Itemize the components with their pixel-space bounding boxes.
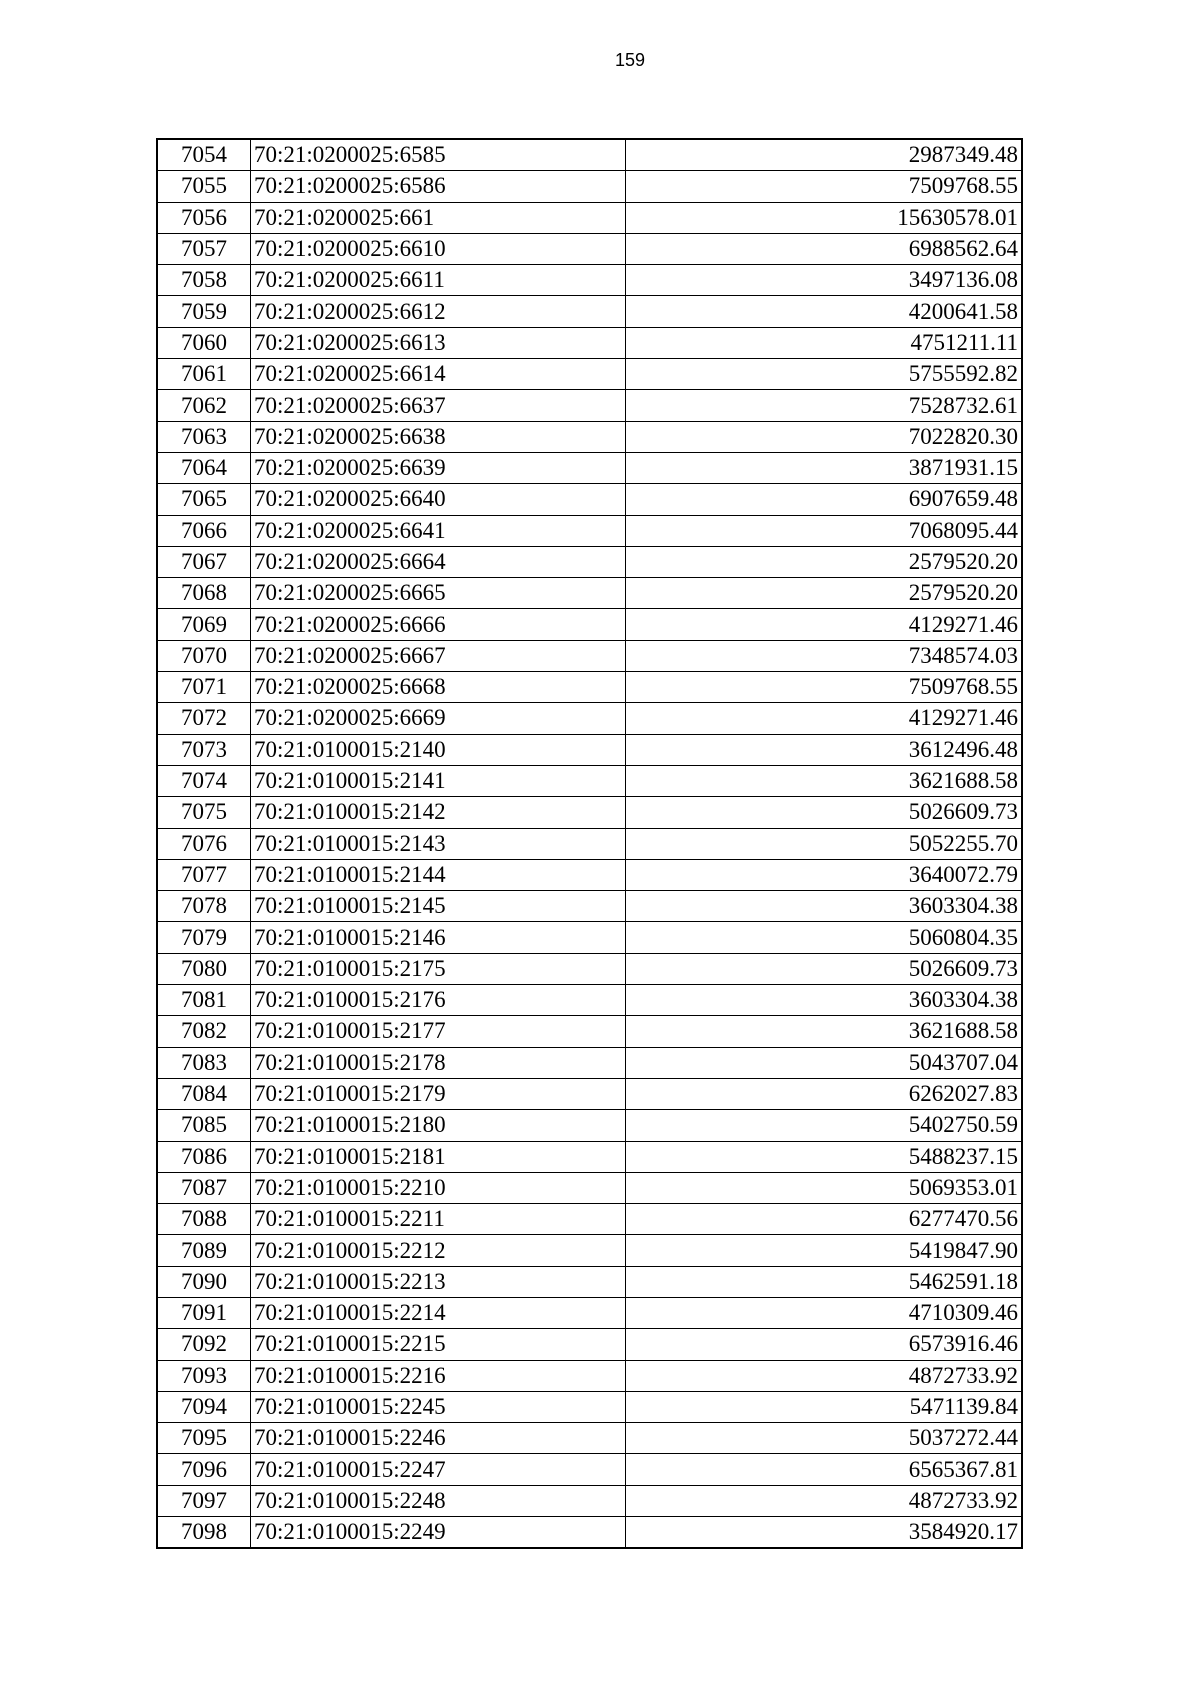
table-row [157,797,1022,828]
row-number-cell: 7055 [157,171,251,202]
row-number-cell: 7061 [157,359,251,390]
value-cell: 6988562.64 [626,233,1023,264]
value-cell: 4129271.46 [626,703,1023,734]
row-number-cell: 7076 [157,828,251,859]
table-row [157,1485,1022,1516]
table-row [157,953,1022,984]
table-body [157,139,1022,1548]
row-number-cell: 7083 [157,1047,251,1078]
value-cell: 5419847.90 [626,1235,1023,1266]
value-cell: 2579520.20 [626,546,1023,577]
row-number-cell: 7064 [157,452,251,483]
table-row [157,265,1022,296]
value-cell: 3612496.48 [626,734,1023,765]
cadastral-number-cell: 70:21:0200025:6665 [251,578,626,609]
value-cell: 5026609.73 [626,953,1023,984]
row-number-cell: 7067 [157,546,251,577]
cadastral-number-cell: 70:21:0200025:661 [251,202,626,233]
value-cell: 7509768.55 [626,672,1023,703]
table-row [157,1423,1022,1454]
table-row [157,484,1022,515]
value-cell: 5471139.84 [626,1391,1023,1422]
value-cell: 4200641.58 [626,296,1023,327]
table-row [157,452,1022,483]
cadastral-number-cell: 70:21:0100015:2141 [251,765,626,796]
table-row [157,922,1022,953]
value-cell: 3621688.58 [626,765,1023,796]
row-number-cell: 7095 [157,1423,251,1454]
cadastral-number-cell: 70:21:0200025:6612 [251,296,626,327]
cadastral-number-cell: 70:21:0200025:6638 [251,421,626,452]
value-cell: 3621688.58 [626,1016,1023,1047]
row-number-cell: 7056 [157,202,251,233]
table-row [157,703,1022,734]
cadastral-number-cell: 70:21:0100015:2179 [251,1078,626,1109]
table-row [157,1329,1022,1360]
row-number-cell: 7097 [157,1485,251,1516]
cadastral-number-cell: 70:21:0100015:2245 [251,1391,626,1422]
value-cell: 5037272.44 [626,1423,1023,1454]
row-number-cell: 7082 [157,1016,251,1047]
cadastral-number-cell: 70:21:0200025:6614 [251,359,626,390]
table-row [157,828,1022,859]
cadastral-number-cell: 70:21:0100015:2175 [251,953,626,984]
cadastral-number-cell: 70:21:0100015:2144 [251,859,626,890]
table-row [157,734,1022,765]
row-number-cell: 7057 [157,233,251,264]
row-number-cell: 7054 [157,139,251,171]
value-cell: 7068095.44 [626,515,1023,546]
cadastral-number-cell: 70:21:0200025:6667 [251,640,626,671]
row-number-cell: 7086 [157,1141,251,1172]
value-cell: 2579520.20 [626,578,1023,609]
value-cell: 5402750.59 [626,1110,1023,1141]
value-cell: 3640072.79 [626,859,1023,890]
row-number-cell: 7098 [157,1517,251,1549]
cadastral-number-cell: 70:21:0200025:6586 [251,171,626,202]
value-cell: 4129271.46 [626,609,1023,640]
table-row [157,1110,1022,1141]
row-number-cell: 7069 [157,609,251,640]
value-cell: 6565367.81 [626,1454,1023,1485]
table-row [157,1047,1022,1078]
value-cell: 3584920.17 [626,1517,1023,1549]
cadastral-number-cell: 70:21:0100015:2211 [251,1204,626,1235]
cadastral-number-cell: 70:21:0100015:2210 [251,1172,626,1203]
row-number-cell: 7078 [157,891,251,922]
value-cell: 2987349.48 [626,139,1023,171]
row-number-cell: 7094 [157,1391,251,1422]
value-cell: 7528732.61 [626,390,1023,421]
cadastral-number-cell: 70:21:0100015:2249 [251,1517,626,1549]
table-row [157,1297,1022,1328]
table-row [157,1141,1022,1172]
cadastral-number-cell: 70:21:0200025:6639 [251,452,626,483]
row-number-cell: 7058 [157,265,251,296]
row-number-cell: 7070 [157,640,251,671]
row-number-cell: 7065 [157,484,251,515]
cadastral-number-cell: 70:21:0100015:2181 [251,1141,626,1172]
table-row [157,296,1022,327]
row-number-cell: 7066 [157,515,251,546]
row-number-cell: 7060 [157,327,251,358]
table-row [157,578,1022,609]
table-row [157,1204,1022,1235]
page-number: 159 [614,50,646,70]
row-number-cell: 7088 [157,1204,251,1235]
table-row [157,390,1022,421]
value-cell: 7022820.30 [626,421,1023,452]
value-cell: 6262027.83 [626,1078,1023,1109]
table-row [157,171,1022,202]
table-row [157,1454,1022,1485]
value-cell: 7509768.55 [626,171,1023,202]
cadastral-number-cell: 70:21:0100015:2177 [251,1016,626,1047]
cadastral-number-cell: 70:21:0200025:6669 [251,703,626,734]
value-cell: 5462591.18 [626,1266,1023,1297]
table-row [157,640,1022,671]
cadastral-number-cell: 70:21:0200025:6666 [251,609,626,640]
value-cell: 3603304.38 [626,891,1023,922]
cadastral-number-cell: 70:21:0100015:2247 [251,1454,626,1485]
cadastral-number-cell: 70:21:0200025:6637 [251,390,626,421]
row-number-cell: 7071 [157,672,251,703]
cadastral-number-cell: 70:21:0200025:6611 [251,265,626,296]
table-row [157,233,1022,264]
cadastral-number-cell: 70:21:0100015:2143 [251,828,626,859]
cadastral-number-cell: 70:21:0200025:6640 [251,484,626,515]
row-number-cell: 7075 [157,797,251,828]
cadastral-number-cell: 70:21:0100015:2212 [251,1235,626,1266]
cadastral-number-cell: 70:21:0100015:2176 [251,985,626,1016]
cadastral-number-cell: 70:21:0100015:2142 [251,797,626,828]
value-cell: 3603304.38 [626,985,1023,1016]
value-cell: 7348574.03 [626,640,1023,671]
cadastral-number-cell: 70:21:0200025:6668 [251,672,626,703]
row-number-cell: 7063 [157,421,251,452]
value-cell: 4751211.11 [626,327,1023,358]
row-number-cell: 7085 [157,1110,251,1141]
cadastral-number-cell: 70:21:0200025:6585 [251,139,626,171]
row-number-cell: 7072 [157,703,251,734]
row-number-cell: 7077 [157,859,251,890]
row-number-cell: 7089 [157,1235,251,1266]
row-number-cell: 7068 [157,578,251,609]
cadastral-number-cell: 70:21:0100015:2246 [251,1423,626,1454]
table-row [157,1078,1022,1109]
row-number-cell: 7073 [157,734,251,765]
cadastral-number-cell: 70:21:0200025:6610 [251,233,626,264]
value-cell: 3497136.08 [626,265,1023,296]
value-cell: 5755592.82 [626,359,1023,390]
value-cell: 4710309.46 [626,1297,1023,1328]
table-row [157,1360,1022,1391]
row-number-cell: 7084 [157,1078,251,1109]
row-number-cell: 7091 [157,1297,251,1328]
table-row [157,515,1022,546]
row-number-cell: 7087 [157,1172,251,1203]
table-row [157,546,1022,577]
table-row [157,1266,1022,1297]
value-cell: 5069353.01 [626,1172,1023,1203]
table-row [157,1172,1022,1203]
row-number-cell: 7081 [157,985,251,1016]
cadastral-number-cell: 70:21:0100015:2215 [251,1329,626,1360]
table-row [157,985,1022,1016]
table-row [157,421,1022,452]
table-row [157,1016,1022,1047]
table-row [157,891,1022,922]
value-cell: 5052255.70 [626,828,1023,859]
cadastral-number-cell: 70:21:0100015:2140 [251,734,626,765]
table-row [157,609,1022,640]
value-cell: 15630578.01 [626,202,1023,233]
table-row [157,672,1022,703]
table-row [157,327,1022,358]
cadastral-number-cell: 70:21:0100015:2146 [251,922,626,953]
row-number-cell: 7090 [157,1266,251,1297]
value-cell: 5060804.35 [626,922,1023,953]
cadastral-number-cell: 70:21:0100015:2216 [251,1360,626,1391]
row-number-cell: 7080 [157,953,251,984]
value-cell: 4872733.92 [626,1485,1023,1516]
table-row [157,859,1022,890]
cadastral-number-cell: 70:21:0200025:6664 [251,546,626,577]
row-number-cell: 7096 [157,1454,251,1485]
value-cell: 5488237.15 [626,1141,1023,1172]
value-cell: 5043707.04 [626,1047,1023,1078]
row-number-cell: 7074 [157,765,251,796]
cadastral-number-cell: 70:21:0100015:2248 [251,1485,626,1516]
table-row [157,359,1022,390]
value-cell: 5026609.73 [626,797,1023,828]
cadastral-number-cell: 70:21:0100015:2178 [251,1047,626,1078]
table-row [157,1235,1022,1266]
row-number-cell: 7062 [157,390,251,421]
value-cell: 6277470.56 [626,1204,1023,1235]
cadastral-number-cell: 70:21:0200025:6613 [251,327,626,358]
table-row [157,1391,1022,1422]
cadastral-number-cell: 70:21:0100015:2214 [251,1297,626,1328]
row-number-cell: 7079 [157,922,251,953]
value-cell: 6573916.46 [626,1329,1023,1360]
cadastral-number-cell: 70:21:0100015:2213 [251,1266,626,1297]
table-row [157,202,1022,233]
row-number-cell: 7059 [157,296,251,327]
row-number-cell: 7093 [157,1360,251,1391]
cadastral-value-table [156,138,1023,1549]
value-cell: 6907659.48 [626,484,1023,515]
table-row [157,765,1022,796]
table-row [157,1517,1022,1549]
row-number-cell: 7092 [157,1329,251,1360]
value-cell: 3871931.15 [626,452,1023,483]
cadastral-number-cell: 70:21:0100015:2145 [251,891,626,922]
table-row [157,139,1022,171]
cadastral-number-cell: 70:21:0200025:6641 [251,515,626,546]
value-cell: 4872733.92 [626,1360,1023,1391]
cadastral-number-cell: 70:21:0100015:2180 [251,1110,626,1141]
